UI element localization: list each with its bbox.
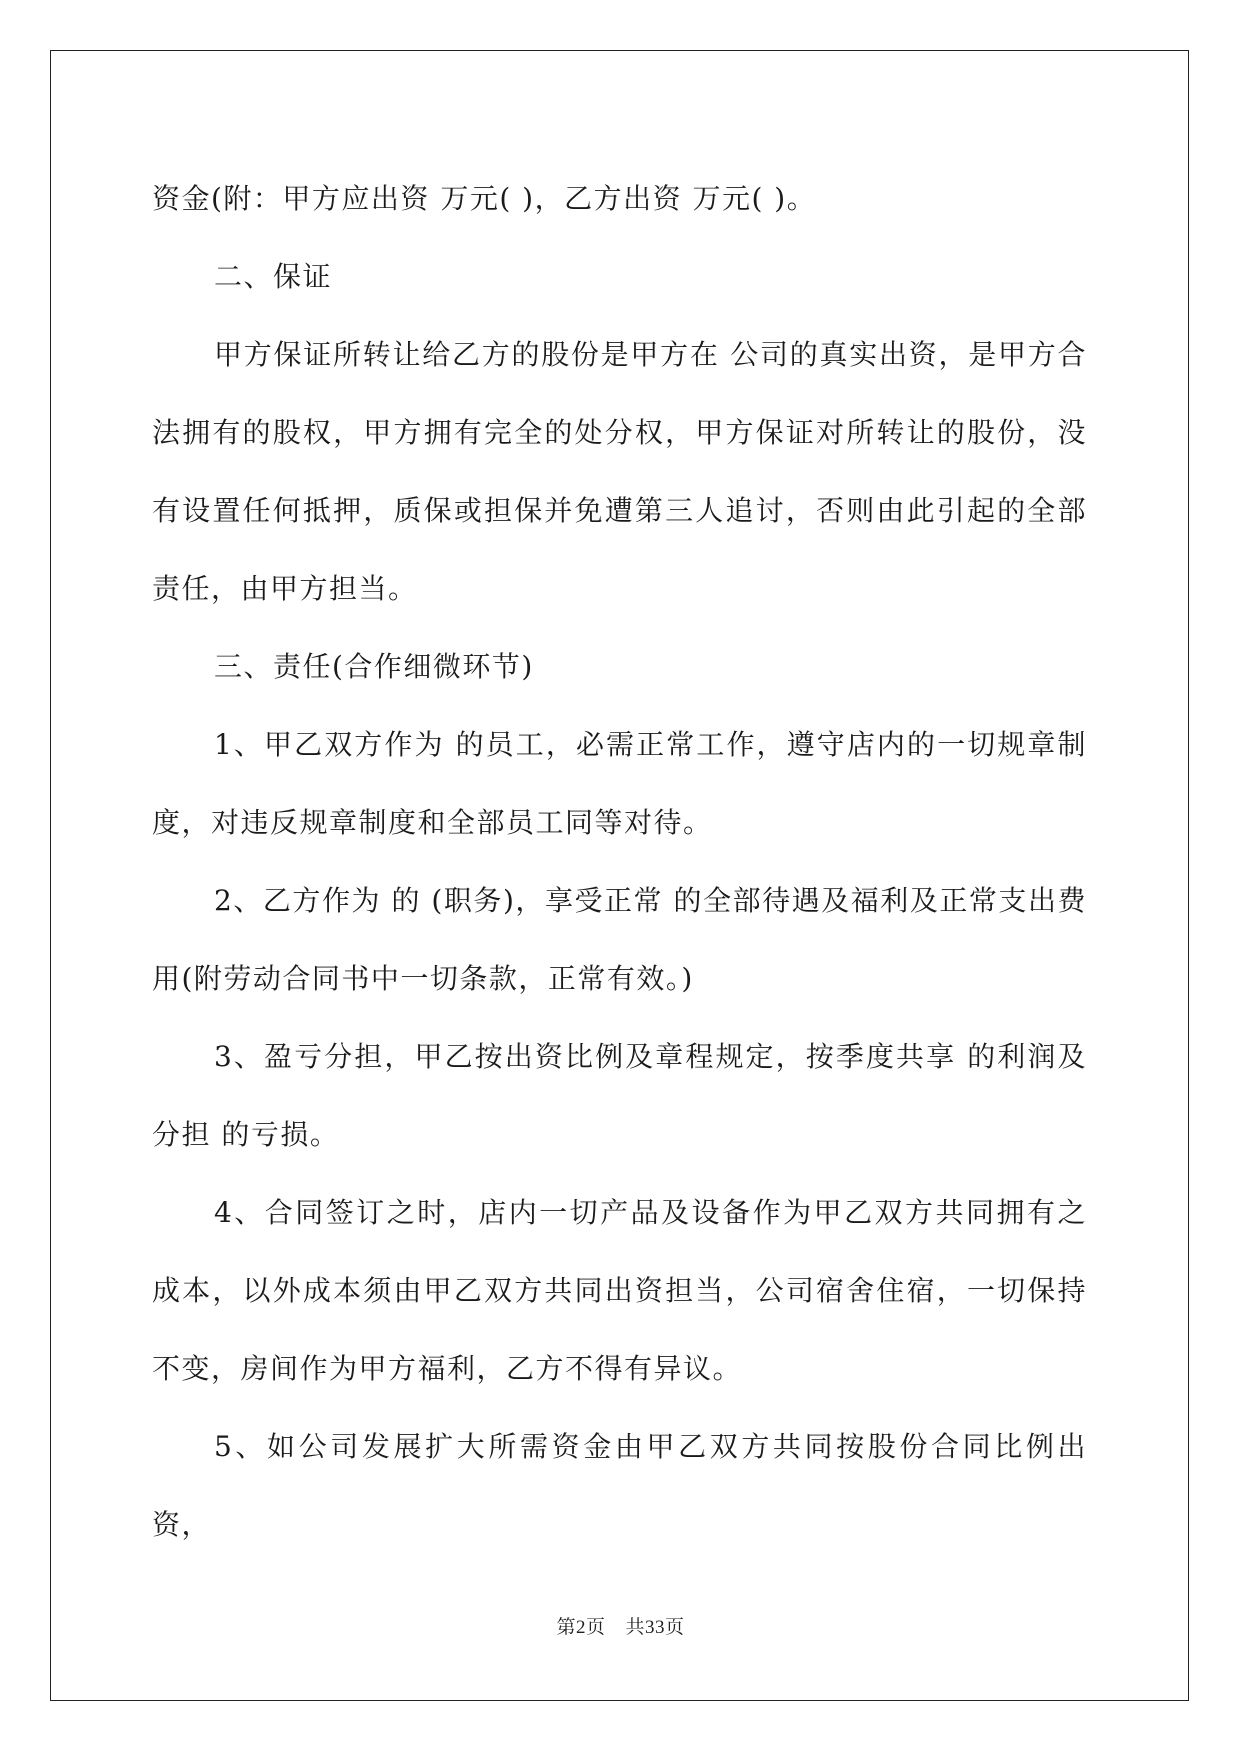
paragraph-guarantee: 甲方保证所转让给乙方的股份是甲方在 公司的真实出资，是甲方合法拥有的股权，甲方拥有完全的处分权，甲方保证对所转让的股份，没有设置任何抵押，质保或担保并免遭第三人追讨，否则由此引起的全部责任，由甲方担当。: [152, 338, 1087, 605]
clause-5: 5、如公司发展扩大所需资金由甲乙双方共同按股份合同比例出资，: [152, 1430, 1087, 1541]
clause-1: 1、甲乙双方作为 的员工，必需正常工作，遵守店内的一切规章制度，对违反规章制度和全部员工同等对待。: [152, 728, 1087, 839]
document-body: [152, 160, 1087, 1564]
clause-2: 2、乙方作为 的 (职务)，享受正常 的全部待遇及福利及正常支出费用(附劳动合同书中一切条款，正常有效。): [152, 884, 1087, 995]
heading-guarantee: 二、保证: [214, 260, 333, 293]
page-footer: [0, 1612, 1241, 1639]
page-number: 第2页: [556, 1617, 606, 1638]
paragraph-capital: 资金(附：甲方应出资 万元( )，乙方出资 万元( )。: [152, 182, 817, 215]
clause-3: 3、盈亏分担，甲乙按出资比例及章程规定，按季度共享 的利润及分担 的亏损。: [152, 1040, 1087, 1151]
clause-4: 4、合同签订之时，店内一切产品及设备作为甲乙双方共同拥有之成本，以外成本须由甲乙双方共同出资担当，公司宿舍住宿，一切保持不变，房间作为甲方福利，乙方不得有异议。: [152, 1196, 1087, 1385]
page-total: 共33页: [625, 1617, 685, 1638]
heading-responsibility: 三、责任(合作细微环节): [214, 650, 534, 683]
